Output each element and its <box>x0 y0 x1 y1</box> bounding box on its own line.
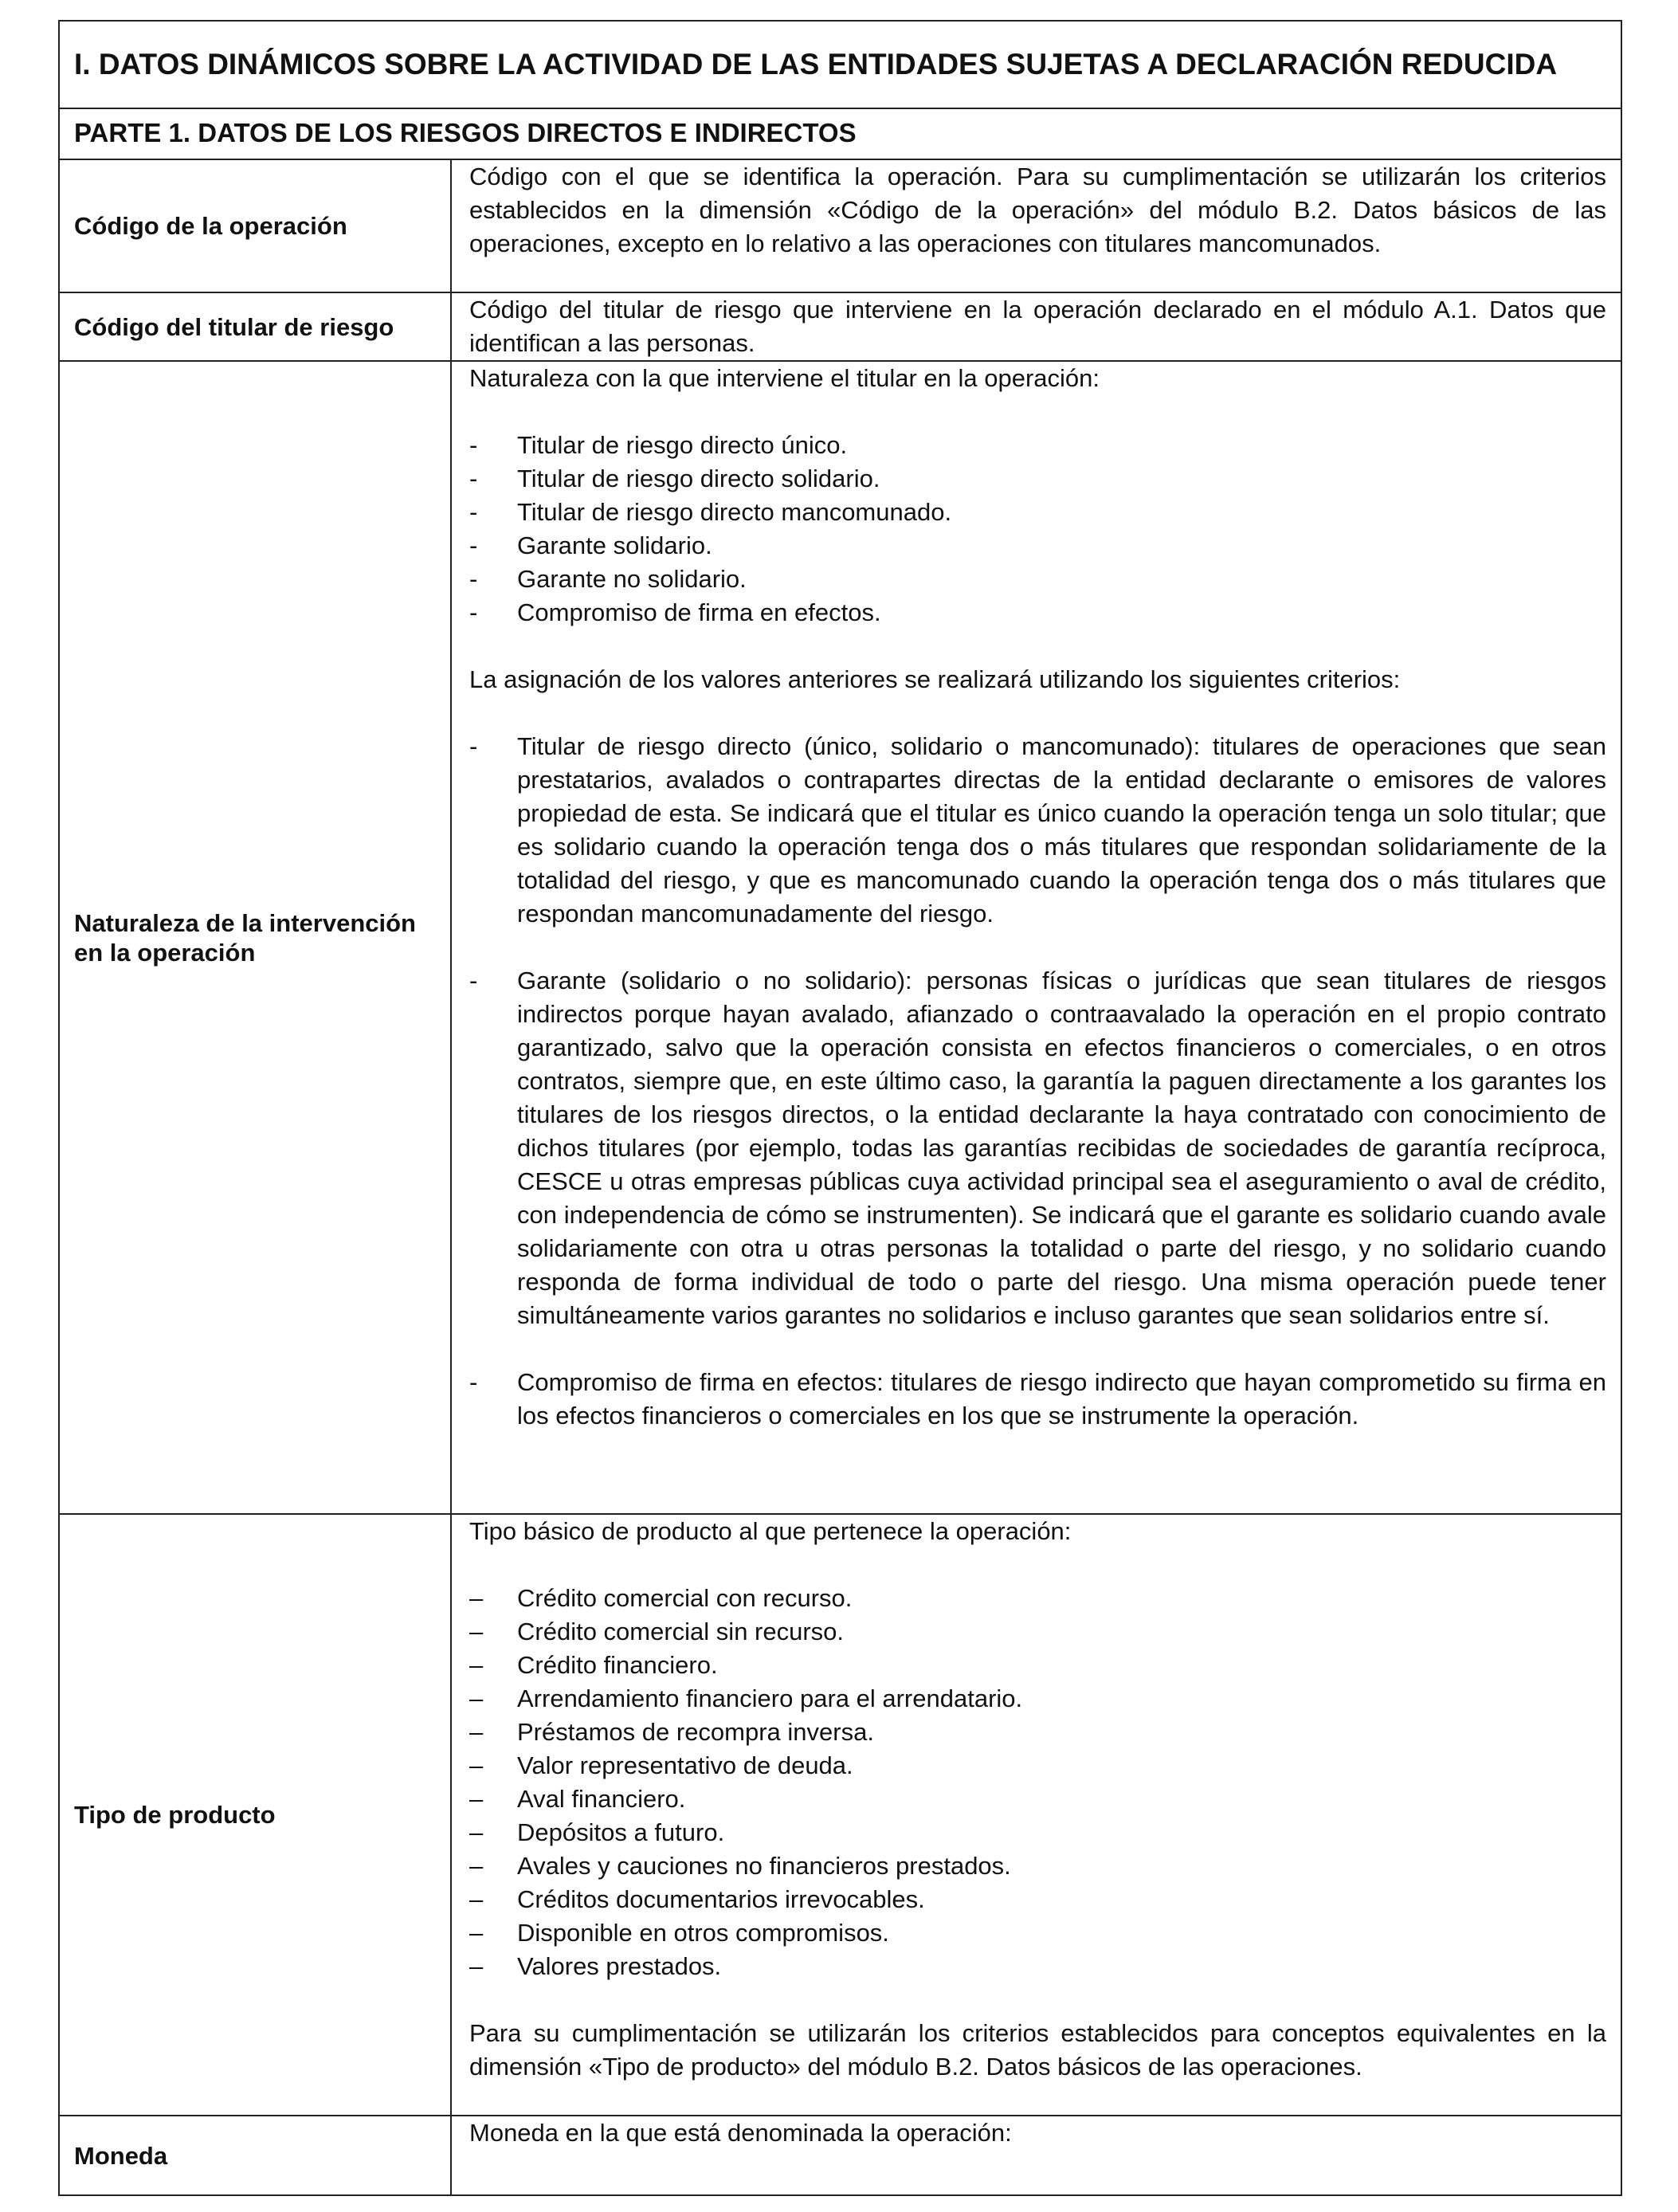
field-description <box>451 159 1621 292</box>
list-item: – Valores prestados. <box>469 1952 722 1980</box>
description-outro: Para su cumplimentación se utilizarán los criterios establecidos para conceptos equivalentes en la dimensión «Tipo de producto» del módulo B.2. Datos básicos de las operaciones. <box>469 2019 1606 2081</box>
section-title: I. DATOS DINÁMICOS SOBRE LA ACTIVIDAD DE LAS ENTIDADES SUJETAS A DECLARACIÓN REDUCIDA <box>59 21 1621 108</box>
list-item: - Garante no solidario. <box>469 565 747 593</box>
option-list <box>469 429 1606 629</box>
description-text: Moneda en la que está denominada la operación: <box>469 2119 1012 2147</box>
list-item: – Depósitos a futuro. <box>469 1818 725 1846</box>
option-list <box>469 1582 1606 1983</box>
table-row <box>59 361 1621 1514</box>
table-row <box>59 159 1621 292</box>
list-item: - Titular de riesgo directo (único, solidario o mancomunado): titulares de operaciones que sean prestatarios, avalados o contrapartes directas de la entidad declarante o emisores de valores propiedad de esta. Se indicará que el titular es único cuando la operación tenga un solo titular; que es solidario cuando la operación tenga dos o más titulares que respondan solidariamente de la totalidad del riesgo, y que es mancomunado cuando la operación tenga dos o más titulares que respondan mancomunadamente del riesgo. <box>469 732 1606 928</box>
part-heading: PARTE 1. DATOS DE LOS RIESGOS DIRECTOS E INDIRECTOS <box>59 108 1621 159</box>
field-description <box>451 1514 1621 2116</box>
description-text: Código del titular de riesgo que interviene en la operación declarado en el módulo A.1. Datos que identifican a las personas. <box>469 296 1606 357</box>
list-item: - Titular de riesgo directo solidario. <box>469 465 880 492</box>
list-item: - Titular de riesgo directo único. <box>469 431 848 459</box>
criteria-list <box>469 730 1606 1433</box>
table-row <box>59 292 1621 361</box>
list-item: - Compromiso de firma en efectos: titulares de riesgo indirecto que hayan comprometido su firma en los efectos financieros o comerciales en los que se instrumente la operación. <box>469 1368 1606 1430</box>
description-intro: Tipo básico de producto al que pertenece la operación: <box>469 1517 1072 1545</box>
table-row <box>59 1514 1621 2116</box>
description-intro: Naturaleza con la que interviene el titular en la operación: <box>469 364 1100 392</box>
list-item: - Titular de riesgo directo mancomunado. <box>469 498 952 526</box>
field-description <box>451 292 1621 361</box>
list-item: – Crédito comercial con recurso. <box>469 1584 853 1612</box>
list-item: - Compromiso de firma en efectos. <box>469 598 881 626</box>
field-label: Código de la operación <box>59 159 451 292</box>
list-item: – Créditos documentarios irrevocables. <box>469 1885 925 1913</box>
list-item: – Disponible en otros compromisos. <box>469 1919 889 1947</box>
list-item: - Garante (solidario o no solidario): personas físicas o jurídicas que sean titulares de riesgos indirectos porque hayan avalado, afianzado o contraavalado la operación en el propio contrato garantizado, salvo que la operación consista en efectos financieros o comerciales, o en otros contratos, siempre que, en este último caso, la garantía la paguen directamente a los garantes los titulares de los riesgos directos, o la entidad declarante la haya contratado con conocimiento de dichos titulares (por ejemplo, todas las garantías recibidas de sociedades de garantía recíproca, CESCE u otras empresas públicas cuya actividad principal sea el aseguramiento o aval de crédito, con independencia de cómo se instrumenten). Se indicará que el garante es solidario cuando avale solidariamente con otra u otras personas la totalidad o parte del riesgo, y no solidario cuando responda de forma individual de todo o parte del riesgo. Una misma operación puede tener simultáneamente varios garantes no solidarios e incluso garantes que sean solidarios entre sí. <box>469 967 1606 1329</box>
definitions-table <box>58 20 1622 2196</box>
list-item: – Arrendamiento financiero para el arrendatario. <box>469 1684 1023 1712</box>
field-description <box>451 361 1621 1514</box>
list-item: – Crédito financiero. <box>469 1651 718 1679</box>
description-text: Código con el que se identifica la operación. Para su cumplimentación se utilizarán los criterios establecidos en la dimensión «Código de la operación» del módulo B.2. Datos básicos de las operaciones, excepto en lo relativo a las operaciones con titulares mancomunados. <box>469 163 1606 257</box>
criteria-intro: La asignación de los valores anteriores se realizará utilizando los siguientes criterios: <box>469 665 1401 693</box>
document-page <box>58 20 1622 2196</box>
table-row <box>59 2116 1621 2195</box>
field-label: Tipo de producto <box>59 1514 451 2116</box>
part-row <box>59 108 1621 159</box>
list-item: – Crédito comercial sin recurso. <box>469 1618 845 1645</box>
title-row <box>59 21 1621 108</box>
field-label: Naturaleza de la intervención en la operación <box>59 361 451 1514</box>
field-description <box>451 2116 1621 2195</box>
list-item: – Préstamos de recompra inversa. <box>469 1718 874 1746</box>
list-item: - Garante solidario. <box>469 531 712 559</box>
list-item: – Avales y cauciones no financieros prestados. <box>469 1852 1011 1880</box>
list-item: – Aval financiero. <box>469 1785 686 1813</box>
field-label: Moneda <box>59 2116 451 2195</box>
field-label: Código del titular de riesgo <box>59 292 451 361</box>
list-item: – Valor representativo de deuda. <box>469 1751 853 1779</box>
